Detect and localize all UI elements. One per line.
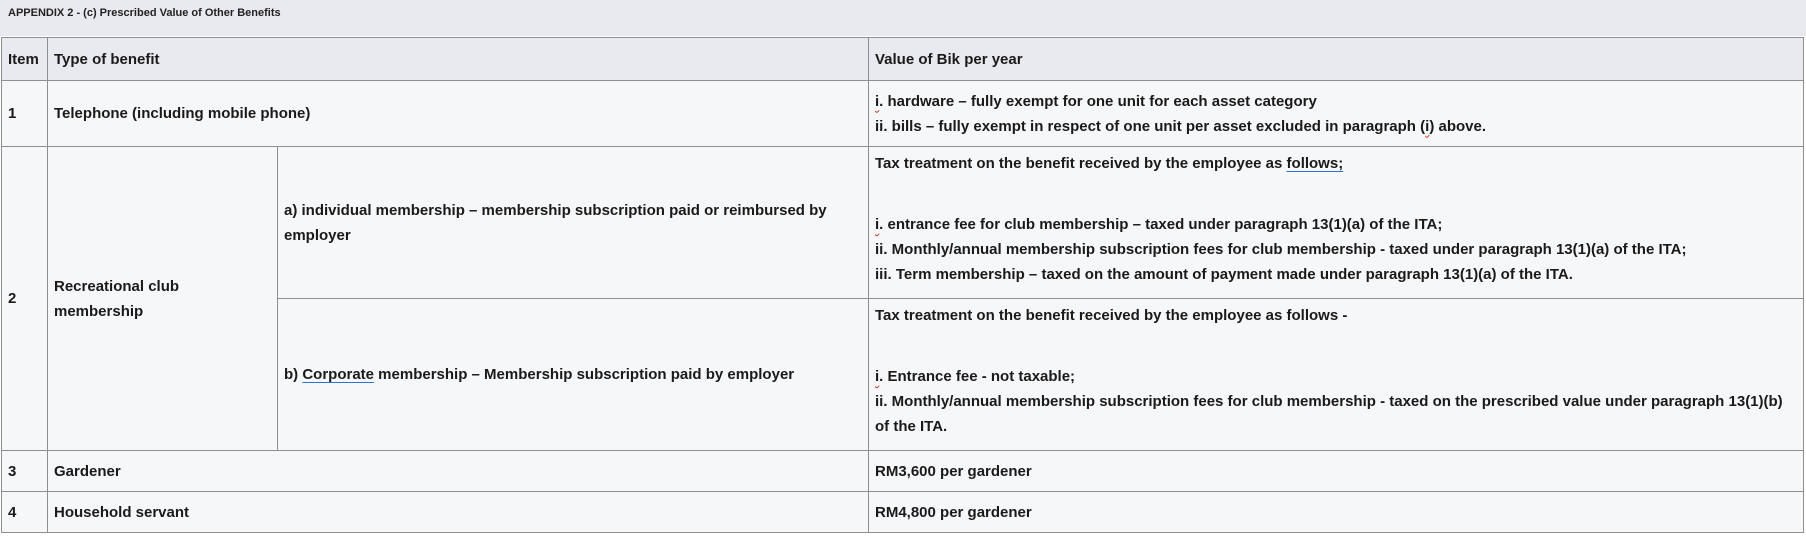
row2a-type xyxy=(278,147,869,299)
row1-value-line2-pre: ii. bills – fully exempt in respect of one unit per asset excluded in paragraph ( xyxy=(875,117,1426,135)
header-value-of-bik: Value of Bik per year xyxy=(869,38,1804,81)
row1-value-line1-text: . hardware – fully exempt for one unit for each asset category xyxy=(879,92,1317,110)
row2b-type-underlined: Corporate xyxy=(302,366,375,383)
blank-line xyxy=(875,353,1797,364)
row2a-intro-underlined: follows; xyxy=(1286,155,1344,172)
row2a-line1 xyxy=(875,212,1797,237)
header-item: Item xyxy=(2,38,48,81)
table-row xyxy=(2,147,1804,299)
row2-type-text: Recreational club membership xyxy=(54,277,180,320)
row2b-line1 xyxy=(875,364,1797,389)
row1-type: Telephone (including mobile phone) xyxy=(48,81,869,147)
row2a-type-text: a) individual membership – membership subscription paid or reimbursed by employer xyxy=(284,201,827,244)
row2b-line1-text: . Entrance fee - not taxable; xyxy=(879,368,1076,385)
row4-item: 4 xyxy=(2,492,48,533)
row1-value xyxy=(869,81,1804,147)
row1-value-line2 xyxy=(875,114,1797,139)
header-row xyxy=(2,38,1804,81)
benefits-table xyxy=(1,37,1804,533)
row2a-intro xyxy=(875,151,1797,176)
spelling-mark: i xyxy=(875,368,880,385)
caption-bar xyxy=(0,0,1806,36)
row3-value: RM3,600 per gardener xyxy=(869,451,1804,492)
row2a-line2: ii. Monthly/annual membership subscription fees for club membership - taxed under paragraph 13(1)(a) of the ITA; xyxy=(875,241,1687,258)
row2b-type xyxy=(278,299,869,451)
spelling-mark: i xyxy=(875,92,880,110)
row2b-line2: ii. Monthly/annual membership subscription fees for club membership - taxed on the prescribed value under paragraph 13(1)(b) of the ITA. xyxy=(875,393,1783,435)
table-row xyxy=(2,451,1804,492)
row3-type: Gardener xyxy=(48,451,869,492)
row3-item: 3 xyxy=(2,451,48,492)
row2a-line1-text: . entrance fee for club membership – taxed under paragraph 13(1)(a) of the ITA; xyxy=(879,216,1443,233)
row2a-intro-text: Tax treatment on the benefit received by the employee as xyxy=(875,155,1287,172)
row2a-line3: iii. Term membership – taxed on the amount of payment made under paragraph 13(1)(a) of the ITA. xyxy=(875,266,1573,283)
row2b-intro: Tax treatment on the benefit received by the employee as follows - xyxy=(875,307,1348,324)
row2b-type-pre: b) xyxy=(284,366,303,383)
table-row xyxy=(2,492,1804,533)
table-row xyxy=(2,81,1804,147)
row4-value: RM4,800 per gardener xyxy=(869,492,1804,533)
header-type-of-benefit: Type of benefit xyxy=(48,38,869,81)
row2a-value xyxy=(869,147,1804,299)
table-caption: APPENDIX 2 - (c) Prescribed Value of Other Benefits xyxy=(8,7,281,19)
spelling-mark: i xyxy=(1425,117,1430,135)
row1-item: 1 xyxy=(2,81,48,147)
row1-value-line2-post: ) above. xyxy=(1429,117,1486,135)
blank-line xyxy=(875,328,1797,353)
row1-value-line1 xyxy=(875,89,1797,114)
blank-line xyxy=(875,201,1797,212)
row2-type xyxy=(48,147,278,451)
row2b-type-line xyxy=(284,362,862,387)
row2-item: 2 xyxy=(2,147,48,451)
row2b-type-post: membership – Membership subscription paid by employer xyxy=(374,366,795,383)
row2b-value xyxy=(869,299,1804,451)
blank-line xyxy=(875,176,1797,201)
row4-type: Household servant xyxy=(48,492,869,533)
spelling-mark: i xyxy=(875,216,880,233)
